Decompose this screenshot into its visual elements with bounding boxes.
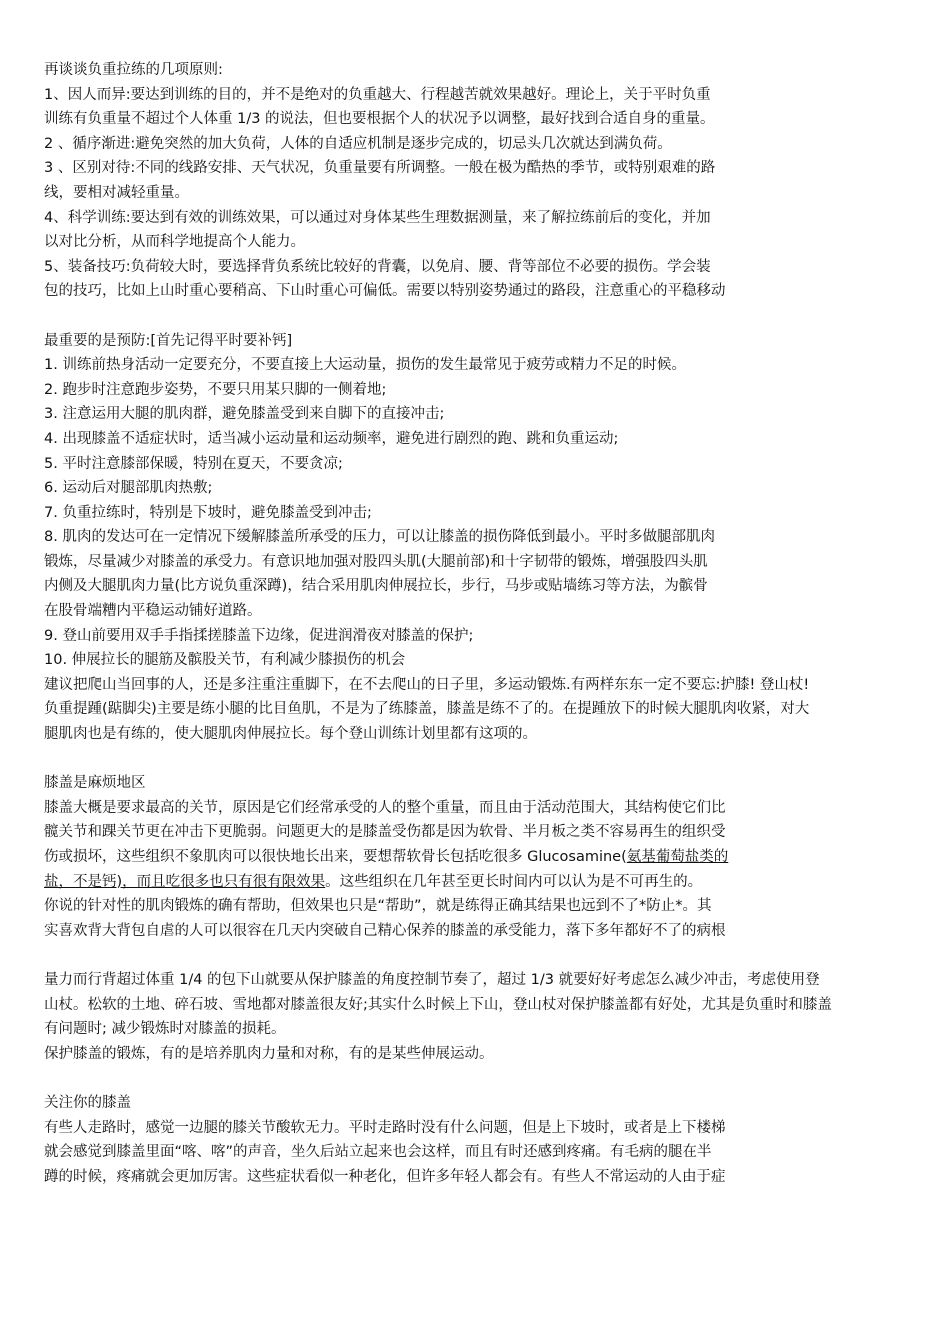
paragraph-line: 山杖。松软的土地、碎石坡、雪地都对膝盖很友好;其实什么时候上下山，登山杖对保护膝盖都有好处，尤其是负重时和膝盖 — [44, 996, 832, 1013]
paragraph-line — [44, 845, 939, 870]
list-item: 5. 平时注意膝部保暖，特别在夏天，不要贪凉; — [44, 455, 343, 472]
list-item: 2. 跑步时注意跑步姿势，不要只用某只脚的一侧着地; — [44, 381, 387, 398]
paragraph-line: 有问题时; 减少锻炼时对膝盖的损耗。 — [44, 1021, 286, 1038]
paragraph-line: 建议把爬山当回事的人，还是多注重注重脚下，在不去爬山的日子里，多运动锻炼.有两样东东一定不要忘:护膝! 登山杖! — [44, 676, 810, 693]
paragraph-line: 训练有负重量不超过个人体重 1/3 的说法，但也要根据个人的状况予以调整，最好找到合适自身的重量。 — [44, 111, 715, 128]
paragraph-line: 有些人走路时，感觉一边腿的膝关节酸软无力。平时走路时没有什么问题，但是上下坡时，或者是上下楼梯 — [44, 1119, 726, 1136]
paragraph-line: 锻炼，尽量减少对膝盖的承受力。有意识地加强对股四头肌(大腿前部)和十字韧带的锻炼，增强股四头肌 — [44, 553, 708, 570]
paragraph-line: 腿肌肉也是有练的，使大腿肌肉伸展拉长。每个登山训练计划里都有这项的。 — [44, 726, 537, 743]
text-run: 伤或损坏，这些组织不象肌肉可以很快地长出来，要想帮软骨长包括吃很多 Glucosamine( — [44, 849, 627, 865]
paragraph-line: 4、科学训练:要达到有效的训练效果，可以通过对身体某些生理数据测量，来了解拉练前后的变化，并加 — [44, 209, 711, 226]
list-item: 7. 负重拉练时，特别是下坡时，避免膝盖受到冲击; — [44, 504, 372, 521]
paragraph-line: 保护膝盖的锻炼，有的是培养肌肉力量和对称，有的是某些伸展运动。 — [44, 1045, 494, 1062]
section-heading-knee-trouble: 膝盖是麻烦地区 — [44, 775, 146, 792]
list-item: 8. 肌肉的发达可在一定情况下缓解膝盖所承受的压力，可以让膝盖的损伤降低到最小。平时多做腿部肌肉 — [44, 529, 715, 546]
paragraph-line: 负重提踵(踮脚尖)主要是练小腿的比目鱼肌，不是为了练膝盖，膝盖是练不了的。在提踵放下的时候大腿肌肉收紧，对大 — [44, 701, 810, 718]
list-item: 9. 登山前要用双手手指揉搓膝盖下边缘，促进润滑夜对膝盖的保护; — [44, 627, 474, 644]
list-item: 1. 训练前热身活动一定要充分，不要直接上大运动量，损伤的发生最常见于疲劳或精力不足的时候。 — [44, 357, 686, 374]
list-item: 10. 伸展拉长的腿筋及髌股关节，有利减少膝损伤的机会 — [44, 652, 406, 669]
section-heading-principles: 再谈谈负重拉练的几项原则: — [44, 62, 223, 78]
underlined-text: 盐，不是钙)，而且吃很多也只有很有限效果 — [44, 873, 326, 890]
paragraph-line: 内侧及大腿肌肉力量(比方说负重深蹲)，结合采用肌肉伸展拉长，步行，马步或贴墙练习等方法，为髌骨 — [44, 578, 708, 595]
blank-line — [44, 943, 939, 968]
paragraph-line: 在股骨端糟内平稳运动铺好道路。 — [44, 603, 262, 620]
underlined-text: 氨基葡萄盐类的 — [626, 849, 729, 865]
section-heading-watch-knees: 关注你的膝盖 — [44, 1094, 131, 1111]
blank-line — [44, 1066, 939, 1091]
blank-line — [44, 304, 939, 329]
paragraph-line: 实喜欢背大背包自虐的人可以很容在几天内突破自己精心保养的膝盖的承受能力，落下多年都好不了的病根 — [44, 922, 726, 939]
document-page — [44, 58, 939, 1189]
paragraph-line: 以对比分析，从而科学地提高个人能力。 — [44, 234, 305, 251]
paragraph-line: 5、装备技巧:负荷较大时，要选择背负系统比较好的背囊，以免肩、腰、背等部位不必要的损伤。学会装 — [44, 258, 711, 275]
list-item: 6. 运动后对腿部肌肉热敷; — [44, 480, 213, 497]
paragraph-line: 3 、区别对待:不同的线路安排、天气状况，负重量要有所调整。一般在极为酷热的季节，或特别艰难的路 — [44, 160, 716, 177]
list-item: 4. 出现膝盖不适症状时，适当减小运动量和运动频率，避免进行剧烈的跑、跳和负重运动; — [44, 430, 619, 447]
blank-line — [44, 747, 939, 772]
paragraph-line: 包的技巧，比如上山时重心要稍高、下山时重心可偏低。需要以特别姿势通过的路段，注意重心的平稳移动 — [44, 283, 726, 300]
paragraph-line: 2 、循序渐进:避免突然的加大负荷，人体的自适应机制是逐步完成的，切忌头几次就达到满负荷。 — [44, 135, 672, 152]
paragraph-line — [44, 870, 939, 895]
paragraph-line: 你说的针对性的肌肉锻炼的确有帮助，但效果也只是“帮助”，就是练得正确其结果也远到不了*防止*。其 — [44, 898, 712, 915]
paragraph-line: 量力而行背超过体重 1/4 的包下山就要从保护膝盖的角度控制节奏了，超过 1/3 就要好好考虑怎么减少冲击，考虑使用登 — [44, 971, 820, 988]
list-item: 3. 注意运用大腿的肌肉群，避免膝盖受到来自脚下的直接冲击; — [44, 406, 445, 423]
paragraph-line: 髋关节和踝关节更在冲击下更脆弱。问题更大的是膝盖受伤都是因为软骨、半月板之类不容易再生的组织受 — [44, 824, 726, 841]
paragraph-line: 1、因人而异:要达到训练的目的，并不是绝对的负重越大、行程越苦就效果越好。理论上，关于平时负重 — [44, 86, 711, 103]
paragraph-line: 线，要相对减轻重量。 — [44, 184, 189, 201]
text-run: 。这些组织在几年甚至更长时间内可以认为是不可再生的。 — [325, 873, 703, 890]
paragraph-line: 就会感觉到膝盖里面“喀、喀”的声音，坐久后站立起来也会这样，而且有时还感到疼痛。有毛病的腿在半 — [44, 1144, 712, 1161]
section-heading-prevention: 最重要的是预防:[首先记得平时要补钙] — [44, 332, 293, 349]
paragraph-line: 蹲的时候，疼痛就会更加厉害。这些症状看似一种老化，但许多年轻人都会有。有些人不常运动的人由于症 — [44, 1168, 726, 1185]
paragraph-line: 膝盖大概是要求最高的关节，原因是它们经常承受的人的整个重量，而且由于活动范围大，其结构使它们比 — [44, 799, 726, 816]
